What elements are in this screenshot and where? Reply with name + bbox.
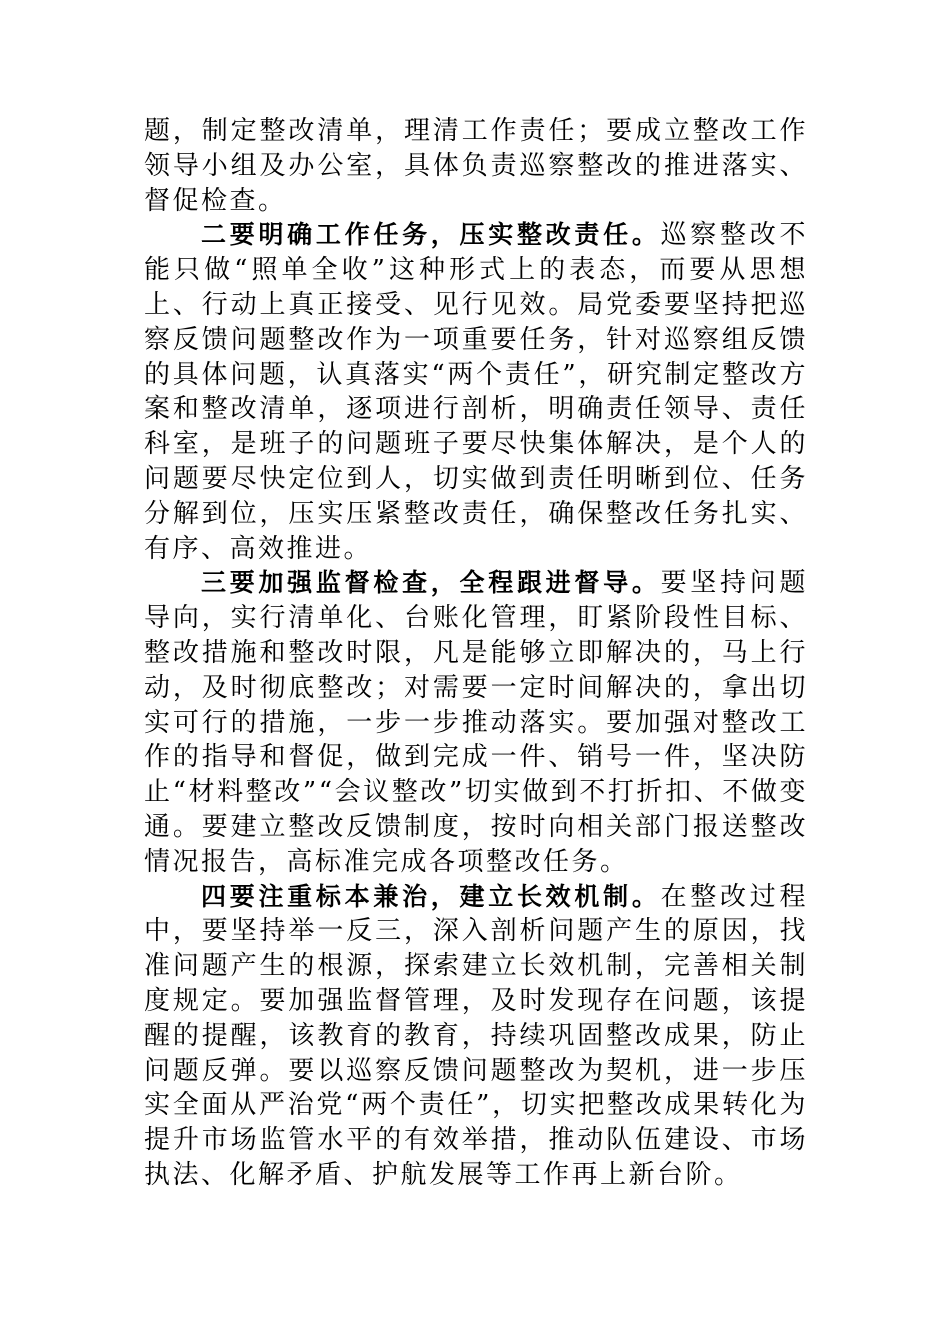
paragraph-heading: 三要加强监督检查，全程跟进督导。 [201, 568, 661, 598]
paragraph-body: 在整改过程中，要坚持举一反三，深入剖析问题产生的原因，找准问题产生的根源，探索建立长效机制，完善相关制度规定。要加强监督管理，及时发现存在问题，该提醒的提醒，该教育的教育，持续巩固整改成果，防止问题反弹。要以巡察反馈问题整改为契机，进一步压实全面从严治党“两个责任”，切实把整改成果转化为提升市场监管水平的有效举措，推动队伍建设、市场执法、化解矛盾、护航发展等工作再上新台阶。 [144, 881, 808, 1190]
paragraph-supervision [144, 566, 808, 879]
paragraph-long-term-mechanism [144, 880, 808, 1193]
paragraph-body: 巡察整改不能只做“照单全收”这种形式上的表态，而要从思想上、行动上真正接受、见行见效。局党委要坚持把巡察反馈问题整改作为一项重要任务，针对巡察组反馈的具体问题，认真落实“两个责任”，研究制定整改方案和整改清单，逐项进行剖析，明确责任领导、责任科室，是班子的问题班子要尽快集体解决，是个人的问题要尽快定位到人，切实做到责任明晰到位、任务分解到位，压实压紧整改责任，确保整改任务扎实、有序、高效推进。 [144, 220, 808, 564]
paragraph-continuation [144, 114, 808, 218]
paragraph-task-responsibility [144, 218, 808, 566]
document-body [144, 114, 808, 1193]
paragraph-heading: 四要注重标本兼治，建立长效机制。 [201, 881, 661, 911]
paragraph-heading: 二要明确工作任务，压实整改责任。 [201, 220, 661, 250]
paragraph-body: 题，制定整改清单，理清工作责任；要成立整改工作领导小组及办公室，具体负责巡察整改的推进落实、督促检查。 [144, 116, 808, 216]
paragraph-body: 要坚持问题导向，实行清单化、台账化管理，盯紧阶段性目标、整改措施和整改时限，凡是能够立即解决的，马上行动，及时彻底整改；对需要一定时间解决的，拿出切实可行的措施，一步一步推动落实。要加强对整改工作的指导和督促，做到完成一件、销号一件，坚决防止“材料整改”“会议整改”切实做到不打折扣、不做变通。要建立整改反馈制度，按时向相关部门报送整改情况报告，高标准完成各项整改任务。 [144, 568, 808, 877]
